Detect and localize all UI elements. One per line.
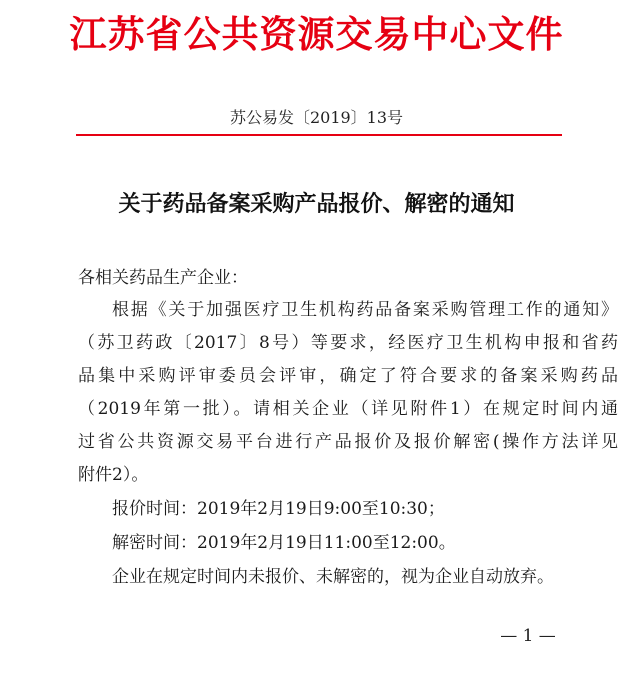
paragraph-line-5: 过省公共资源交易平台进行产品报价及报价解密(操作方法详见 [78, 432, 618, 452]
page-number: — 1 — [500, 626, 556, 646]
paragraph-line-4: （2019年第一批）。请相关企业（详见附件1）在规定时间内通 [78, 399, 618, 419]
paragraph-line-3: 品集中采购评审委员会评审，确定了符合要求的备案采购药品 [78, 366, 618, 386]
issuer-header: 江苏省公共资源交易中心文件 [69, 13, 564, 56]
paragraph-line-1: 根据《关于加强医疗卫生机构药品备案采购管理工作的通知》 [112, 300, 618, 320]
notice-title: 关于药品备案采购产品报价、解密的通知 [118, 192, 515, 217]
red-divider-line [76, 134, 562, 136]
paragraph-line-6: 附件2）。 [78, 465, 149, 485]
document-number: 苏公易发〔2019〕13号 [229, 108, 404, 127]
decrypt-time: 解密时间：2019年2月19日11:00至12:00。 [112, 533, 456, 553]
paragraph-line-2: （苏卫药政〔2017〕8号）等要求，经医疗卫生机构申报和省药 [78, 333, 618, 353]
salutation: 各相关药品生产企业： [78, 268, 248, 288]
quote-time: 报价时间：2019年2月19日9:00至10:30； [112, 499, 445, 519]
closing-statement: 企业在规定时间内未报价、未解密的，视为企业自动放弃。 [112, 567, 554, 587]
